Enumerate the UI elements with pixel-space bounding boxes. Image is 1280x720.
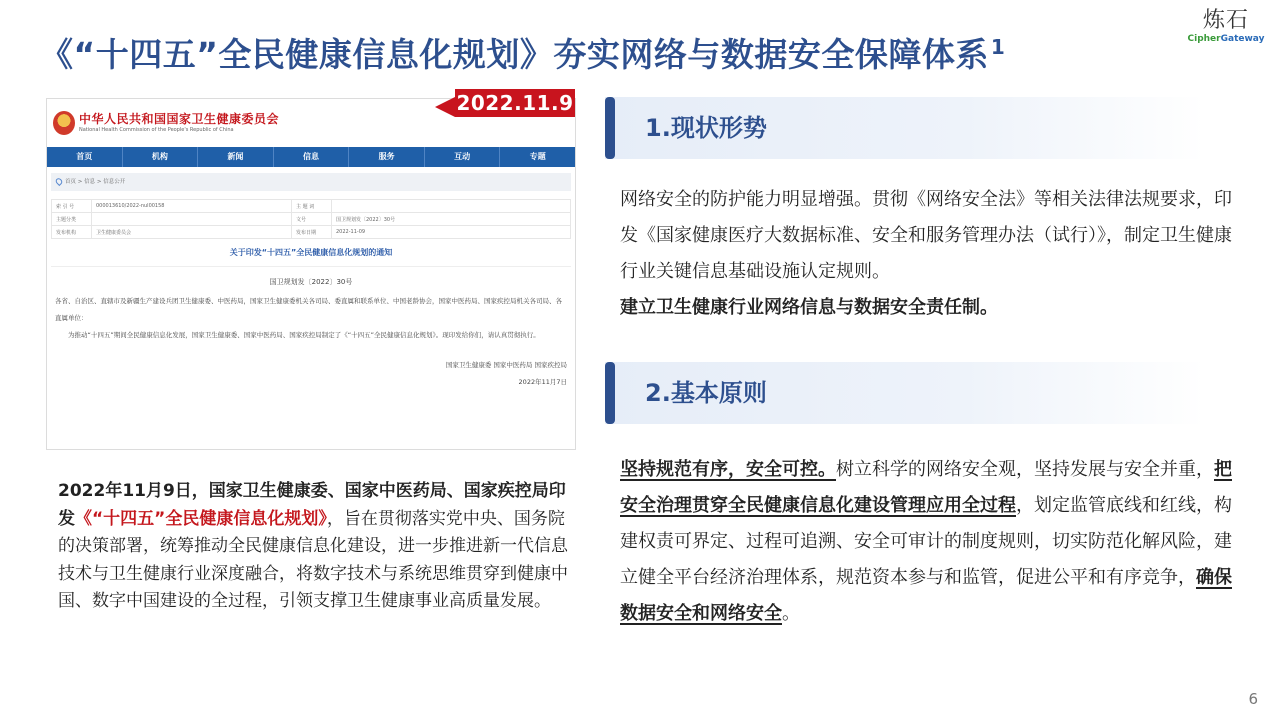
logo-en-part1: Cipher [1187, 34, 1221, 44]
gov-org-name-en: National Health Commission of the People's Republic of China [79, 127, 234, 133]
summary-paragraph [58, 478, 568, 616]
breadcrumb-text: 首页 > 信息 > 信息公开 [65, 179, 126, 185]
gov-org-name: 中华人民共和国国家卫生健康委员会 [79, 112, 280, 126]
meta-value: 卫生健康委员会 [92, 226, 292, 239]
principle-text-3: 。 [782, 603, 800, 624]
meta-key: 发布机构 [52, 226, 92, 239]
document-number: 国卫规划发〔2022〕30号 [269, 278, 353, 286]
company-logo [1186, 8, 1266, 44]
nav-item-topics: 专题 [529, 152, 546, 161]
logo-english-text [1186, 34, 1266, 44]
breadcrumb [51, 173, 571, 191]
principle-highlight-2: 把安全治理贯穿全民健康信息化建设管理应用全过程 [620, 459, 1232, 516]
status-text-normal: 网络安全的防护能力明显增强。贯彻《网络安全法》等相关法律法规要求，印发《国家健康医疗大数据标准、安全和服务管理办法（试行）》，制定卫生健康行业关键信息基础设施认定规则。 [620, 189, 1232, 282]
principle-highlight-3: 确保数据安全和网络安全 [620, 567, 1232, 624]
meta-value [332, 200, 571, 213]
nav-item-organization: 机构 [123, 147, 199, 167]
summary-plan-title: 《“十四五”全民健康信息化规划》 [75, 508, 327, 529]
section-status-text [620, 182, 1240, 326]
principle-text-2: ，划定监管底线和红线，构建权责可界定、过程可追溯、安全可审计的制度规则，切实防范化解风险，建立健全平台经济治理体系，规范资本参与和监管，促进公平和有序竞争， [620, 495, 1232, 588]
date-ribbon: 2022.11.9 [456, 91, 574, 115]
slide-title [40, 22, 1140, 72]
page-number: 6 [1248, 690, 1258, 708]
section-accent-bar [605, 97, 615, 159]
meta-key: 发布日期 [292, 226, 332, 239]
nav-item-interaction: 互动 [425, 147, 501, 167]
table-row [52, 213, 571, 226]
slide-title-text: 《“十四五”全民健康信息化规划》夯实网络与数据安全保障体系 [40, 35, 989, 74]
gov-notice-screenshot [46, 98, 576, 450]
table-row [52, 200, 571, 213]
meta-value: 000013610/2022-nul00158 [92, 200, 292, 213]
summary-lead: 2022年11月9日，国家卫生健康委、国家中医药局、国家疾控局印发 [58, 481, 566, 529]
section-header-principles [605, 362, 1205, 424]
notice-signatories: 国家卫生健康委 国家中医药局 国家疾控局 [445, 361, 567, 369]
section-heading: 1.现状形势 [645, 114, 767, 142]
table-row [52, 226, 571, 239]
meta-value [92, 213, 292, 226]
meta-value: 2022-11-09 [332, 226, 571, 239]
notice-body: 为推动“十四五”期间全民健康信息化发展，国家卫生健康委、国家中医药局、国家疾控局制定了《“十四五”全民健康信息化规划》。现印发给你们，请认真贯彻执行。 [68, 331, 540, 339]
gov-nav-bar [47, 147, 575, 167]
gov-page-body [47, 167, 575, 386]
national-emblem-icon [53, 111, 75, 135]
meta-value: 国卫规划发〔2022〕30号 [332, 213, 571, 226]
nav-item-home: 首页 [47, 147, 123, 167]
section-heading: 2.基本原则 [645, 379, 767, 407]
nav-item-services: 服务 [349, 147, 425, 167]
nav-item-news: 新闻 [198, 147, 274, 167]
document-meta-table [51, 199, 571, 239]
notice-title: 关于印发“十四五”全民健康信息化规划的通知 [51, 247, 571, 267]
meta-key: 文号 [292, 213, 332, 226]
logo-chinese-text: 炼石 [1202, 8, 1249, 33]
status-text-bold: 建立卫生健康行业网络信息与数据安全责任制。 [620, 297, 998, 318]
meta-key: 主题分类 [52, 213, 92, 226]
footnote-marker: 1 [990, 35, 1006, 59]
notice-signed-date: 2022年11月7日 [518, 378, 567, 386]
summary-rest: ，旨在贯彻落实党中央、国务院的决策部署，统筹推动全民健康信息化建设，进一步推进新一代信息技术与卫生健康行业深度融合，将数字技术与系统思维贯穿到健康中国、数字中国建设的全过程，引领支撑卫生健康事业高质量发展。 [58, 508, 568, 611]
notice-addressees: 各省、自治区、直辖市及新疆生产建设兵团卫生健康委、中医药局，国家卫生健康委机关各司局、委直属和联系单位、中国老龄协会，国家中医药局、国家疾控局机关各司局、各直属单位： [55, 297, 562, 322]
section-principles-text [620, 452, 1240, 632]
nav-item-information: 信息 [274, 147, 350, 167]
principle-highlight-1: 坚持规范有序，安全可控。 [620, 459, 836, 480]
section-accent-bar [605, 362, 615, 424]
meta-key: 主 题 词 [292, 200, 332, 213]
principle-text-1: 树立科学的网络安全观，坚持发展与安全并重， [836, 459, 1214, 480]
meta-key: 索 引 号 [52, 200, 92, 213]
logo-en-part2: Gateway [1220, 34, 1265, 44]
section-header-status [605, 97, 1205, 159]
location-pin-icon [54, 177, 63, 186]
